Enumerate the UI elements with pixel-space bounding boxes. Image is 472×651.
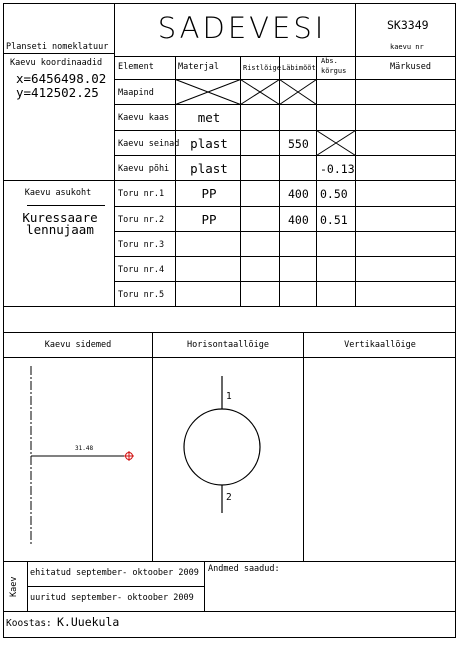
row-material: PP — [201, 211, 217, 227]
horizontal-section-drawing — [184, 376, 260, 513]
header-section: Ristlõige — [243, 64, 281, 72]
row-material: met — [197, 109, 221, 125]
measured-dates: uuritud september- oktoober 2009 — [30, 593, 194, 603]
row-element: Maapind — [118, 87, 154, 98]
row-abs-height: 0.51 — [320, 212, 348, 227]
location-line1: Kuressaare — [22, 210, 98, 225]
nomenclature-label: Planseti nomeklatuur — [6, 42, 109, 52]
row-material: PP — [201, 185, 217, 201]
pipe-2-label: 2 — [226, 492, 232, 503]
pipe-1-label: 1 — [226, 391, 232, 402]
coordinate-x: x=6456498.02 — [16, 71, 107, 86]
row-diameter: 400 — [288, 212, 309, 227]
author-name: K.Uuekula — [57, 615, 120, 629]
row-element: Toru nr.5 — [118, 289, 165, 300]
row-element: Kaevu põhi — [118, 163, 170, 174]
row-element: Kaevu seinad — [118, 138, 180, 149]
row-abs-height: -0.13 — [320, 161, 355, 176]
well-code-caption: kaevu nr — [390, 43, 424, 51]
row-diameter: 550 — [288, 136, 309, 151]
row-element: Kaevu kaas — [118, 112, 170, 123]
row-abs-height: 0.50 — [320, 186, 348, 201]
row-element: Toru nr.1 — [118, 188, 165, 199]
row-element: Toru nr.4 — [118, 264, 165, 275]
location-line2: lennujaam — [26, 222, 94, 237]
coordinates-label: Kaevu koordinaadid — [10, 58, 103, 68]
location-label: Kaevu asukoht — [24, 188, 92, 198]
header-notes: Märkused — [390, 62, 431, 72]
footer-side-label: Kaev — [9, 576, 19, 597]
tie-distance: 31.48 — [75, 445, 94, 452]
header-diameter: Läbimõõt — [282, 64, 316, 72]
section-horizontal: Horisontaallõige — [187, 340, 269, 350]
row-diameter: 400 — [288, 186, 309, 201]
row-element: Toru nr.3 — [118, 239, 165, 250]
row-element: Toru nr.2 — [118, 214, 165, 225]
ties-drawing — [31, 366, 134, 546]
header-material: Materjal — [178, 62, 219, 72]
row-material: plast — [190, 160, 228, 176]
author-label: Koostas: — [6, 618, 52, 629]
well-code: SK3349 — [387, 18, 429, 32]
header-abs-line1: Abs. — [321, 57, 338, 65]
section-ties: Kaevu sidemed — [44, 340, 112, 350]
header-abs-line2: kõrgus — [321, 67, 347, 75]
section-vertical: Vertikaallõige — [344, 340, 416, 350]
header-element: Element — [118, 62, 154, 72]
coordinate-y: y=412502.25 — [16, 85, 99, 100]
row-material: plast — [190, 135, 228, 151]
built-dates: ehitatud september- oktoober 2009 — [30, 568, 199, 578]
data-source-label: Andmed saadud: — [208, 564, 280, 574]
page-title: SADEVESI — [157, 11, 327, 45]
